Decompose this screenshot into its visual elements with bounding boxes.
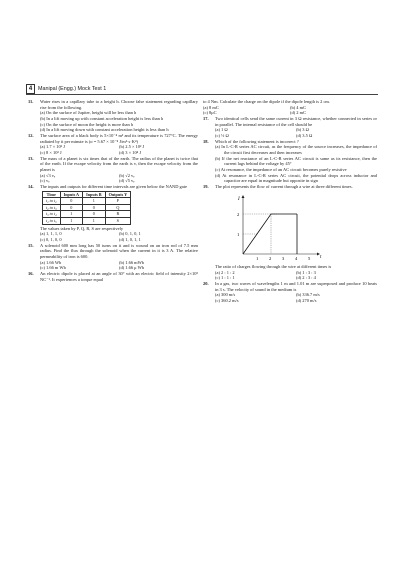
y-tick-label: 1 — [237, 231, 240, 237]
x-tick-label: 1 — [256, 255, 259, 260]
table-cell: 1 — [60, 211, 82, 218]
option-d: (d) 2 mC — [290, 110, 307, 116]
option-d: (d) 2 : 3 : 4 — [296, 275, 316, 281]
question-number: 20. — [203, 281, 209, 287]
question-number: 18. — [203, 138, 209, 144]
question-number: 12. — [28, 132, 34, 138]
option-a: (a) 2 : 1 : 2 — [215, 269, 235, 275]
option-a: (a) 8 mC — [203, 104, 219, 110]
y-tick-label: 2 — [237, 211, 240, 217]
option-a: (a) 300 m/s — [215, 292, 236, 298]
question-19 — [203, 184, 377, 281]
question-stem: The surface area of a black body is 5×10⁻⁴ m² and its temperature is 727°C. The energy radiated by it per minute is (σ = 5.67 × 10⁻⁸ J/m²·s·K⁴) — [40, 132, 198, 144]
table-cell: P — [105, 198, 131, 205]
question-post: The ratio of charges flowing through the wire at different times is — [215, 264, 332, 270]
option-c: (c) 0, 1, 0, 0 — [40, 237, 62, 243]
table-cell: 1 — [83, 198, 105, 205]
page-title: Manipal (Engg.) Mock Test 1 — [38, 85, 107, 92]
nand-table — [42, 191, 131, 225]
option-c: (c) vₑ — [40, 178, 50, 184]
question-20 — [203, 281, 377, 304]
option-c: (c) 1 : 1 : 1 — [215, 275, 235, 281]
question-11 — [28, 99, 198, 133]
option-a: (a) 1, 1, 1, 0 — [40, 231, 62, 237]
table-header: Time — [43, 191, 61, 198]
question-12 — [28, 133, 198, 156]
option-a: (a) √3 vₑ — [40, 172, 56, 178]
question-stem: Water rises in a capillary tube to a height h. Choose false statement regarding capillary rise from the following. — [40, 99, 198, 110]
question-stem: The inputs and outputs for different time intervals are given below the NAND gate — [40, 183, 187, 189]
table-row — [43, 218, 131, 225]
current-time-graph — [233, 192, 323, 260]
question-13 — [28, 156, 198, 184]
option-c: (c) On the surface of moon the height is more than h — [40, 121, 134, 127]
table-cell: t₂ to t₃ — [43, 204, 61, 211]
option-d: (d) In a lift moving down with constant acceleration height is less than h — [40, 127, 169, 133]
question-stem: An electric dipole is placed at an angle of 30° with an electric field of intensity 2×10⁵ NC⁻¹. It experiences a torque equal — [40, 271, 198, 282]
question-16 — [28, 271, 198, 282]
table-row — [43, 211, 131, 218]
question-stem: to 4 Nm. Calculate the charge on the dipole if the dipole length is 2 cm. — [203, 99, 330, 104]
x-tick-label: 4 — [295, 255, 298, 260]
option-a: (a) 1.7 × 10³ J — [40, 144, 65, 150]
option-a: (a) On the surface of Jupiter, height will be less than h — [40, 110, 137, 116]
table-cell: Q — [105, 204, 131, 211]
x-tick-label: 3 — [282, 255, 285, 260]
question-17 — [203, 116, 377, 139]
table-cell: 0 — [60, 198, 82, 205]
table-header: Outputs Y — [105, 191, 131, 198]
option-c: (c) ½ Ω — [215, 132, 229, 138]
option-c: (c) 1.66 m Wb — [40, 265, 66, 271]
x-tick-label: 5 — [308, 255, 311, 260]
question-stem: Two identical cells send the same current in 3 Ω resistance, whether connected in series or in parallel. The internal resistance of the cell should be — [215, 115, 377, 127]
question-number: 14. — [28, 183, 34, 189]
table-header: Inputs A — [60, 191, 82, 198]
option-d: (d) 1, 0, 1, 1 — [119, 237, 141, 243]
question-number: 11. — [28, 99, 34, 104]
table-header: Inputs B — [83, 191, 105, 198]
option-b: (b) 0, 1, 0, 1 — [119, 231, 141, 237]
option-c: (c) 8μC — [203, 110, 217, 116]
option-d: (d) 3.5 Ω — [296, 132, 313, 138]
option-a: (a) In L-C-R series AC circuit, as the frequency of the source increases, the impedance of the circuit first decreases and then increases — [215, 144, 377, 155]
option-d: (d) √5 vₑ — [119, 178, 135, 184]
table-cell: 1 — [83, 218, 105, 225]
option-b: (b) If the net reactance of an L-C-R series AC circuit is same as its resistance, then the current lags behind the voltage by 45° — [215, 155, 377, 167]
table-cell: 0 — [83, 204, 105, 211]
question-18 — [203, 139, 377, 184]
table-cell: 0 — [60, 204, 82, 211]
question-14 — [28, 184, 198, 243]
option-b: (b) 4 mC — [290, 104, 307, 110]
option-b: (b) 1.66 mWb — [119, 259, 145, 265]
table-cell: t₄ to t₅ — [43, 218, 61, 225]
table-cell: R — [105, 211, 131, 218]
left-column — [28, 99, 198, 282]
option-d: (d) 270 m/s — [296, 298, 317, 304]
option-b: (b) 2.5 × 10² J — [119, 144, 145, 150]
question-number: 17. — [203, 115, 209, 121]
option-c: (c) 8 × 10³ J — [40, 149, 62, 155]
table-cell: 0 — [83, 211, 105, 218]
question-number: 15. — [28, 242, 34, 248]
table-cell: 1 — [60, 218, 82, 225]
table-cell: S — [105, 218, 131, 225]
x-tick-label: 2 — [269, 255, 272, 260]
question-number: 13. — [28, 155, 34, 161]
table-row — [43, 198, 131, 205]
question-stem: Which of the following statement is incorrect ? — [215, 138, 299, 144]
table-cell: t₃ to t₄ — [43, 211, 61, 218]
y-axis-arrow — [242, 195, 245, 198]
option-a: (a) 1 Ω — [215, 127, 228, 133]
option-b: (b) In a lift moving up with constant acceleration height is less than h — [40, 115, 164, 121]
option-b: (b) √2 vₑ — [119, 172, 135, 178]
question-number: 19. — [203, 183, 209, 189]
right-column — [203, 99, 377, 304]
table-cell: t₁ to t₂ — [43, 198, 61, 205]
y-axis-label: I — [238, 196, 240, 202]
option-b: (b) 3 Ω — [296, 127, 309, 133]
option-d: (d) 3 × 10⁴ J — [119, 149, 142, 155]
table-row — [43, 204, 131, 211]
option-a: (a) 1.66 Wb — [40, 259, 62, 265]
question-stem: A solenoid 600 mm long has 50 turns on it and is wound on an iron rod of 7.5 mm radius. Find the flux through the solenoid when the current in it is 3 A. The relative permeability of iron is 600. — [40, 242, 198, 260]
current-plot-line — [243, 214, 297, 254]
question-post: The values taken by P, Q, R, S are respectively — [40, 225, 124, 231]
option-c: (c) 360.2 m/s — [215, 298, 239, 304]
option-b: (b) 336.7 m/s — [296, 292, 320, 298]
question-stem: In a gas, two waves of wavelengths 1 m and 1.01 m are superposed and produce 10 beats in 3 s. The velocity of sound in the medium is — [215, 281, 377, 292]
page-number: 4 — [26, 84, 35, 94]
question-number: 16. — [28, 271, 34, 277]
page-header — [26, 83, 378, 95]
question-stem: The plot represents the flow of current through a wire at three different times. — [215, 183, 353, 189]
question-stem: The mass of a planet is six times that of the earth. The radius of the planet is twice that of the earth. If the escape velocity from the earth is v, then the escape velocity from the planet is — [40, 155, 198, 172]
option-d: (d) At resonance in L-C-R series AC circuit, the potential drops across inductor and capacitor are equal in magnitude but opposite in sign — [215, 172, 377, 184]
option-b: (b) 1 : 3 : 3 — [296, 269, 316, 275]
question-16-continued — [203, 99, 377, 116]
option-c: (c) At resonance, the impedance of an AC circuit becomes purely resistive — [215, 166, 347, 172]
x-axis-label: t — [320, 254, 322, 260]
option-d: (d) 1.66 μ Wb — [119, 265, 145, 271]
question-15 — [28, 243, 198, 271]
